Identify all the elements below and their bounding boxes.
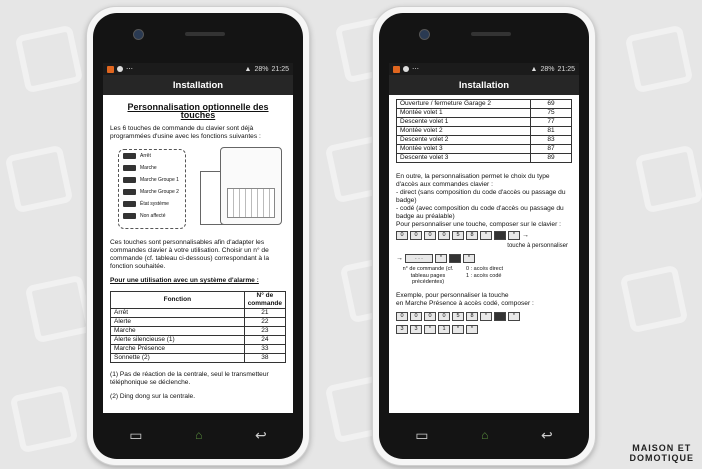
key: 8 xyxy=(466,231,478,240)
table-row xyxy=(397,154,572,163)
legend-item: Arrêt xyxy=(140,153,151,159)
key-label: touche à personnaliser xyxy=(507,243,568,249)
key xyxy=(494,231,506,240)
key: * xyxy=(424,325,436,334)
legend-item: Marche xyxy=(140,165,157,171)
key: * xyxy=(466,325,478,334)
table-row xyxy=(397,118,572,127)
table-row xyxy=(111,354,286,363)
brand-line-2: DOMOTIQUE xyxy=(629,453,694,463)
battery-percent: 28% xyxy=(540,65,555,73)
table-row xyxy=(111,336,286,345)
key: 0 xyxy=(438,312,450,321)
recent-apps-icon[interactable]: ▭ xyxy=(129,426,143,443)
more-icon: ⋯ xyxy=(126,66,133,73)
key-sequence-2 xyxy=(396,254,572,263)
table-row xyxy=(111,318,286,327)
key: 0 xyxy=(424,231,436,240)
table-cell: 38 xyxy=(244,354,285,363)
table-cell: Descente volet 2 xyxy=(397,136,531,145)
table-cell: Montée volet 2 xyxy=(397,127,531,136)
command-number-label: n° de commande (cf. tableau pages précédentes) xyxy=(402,266,454,285)
signal-icon: ▲ xyxy=(530,65,538,73)
app-title: Installation xyxy=(103,75,293,95)
command-table xyxy=(110,291,286,363)
speaker xyxy=(471,32,511,36)
key: * xyxy=(435,254,447,263)
back-icon[interactable]: ↩ xyxy=(254,426,267,443)
arrow-icon: → xyxy=(522,231,529,239)
recent-apps-icon[interactable]: ▭ xyxy=(415,426,429,443)
nav-bar xyxy=(103,415,293,455)
key xyxy=(494,312,506,321)
example-text-1: Exemple, pour personnaliser la touche xyxy=(396,291,509,299)
key: 0 xyxy=(424,312,436,321)
table-cell: Alerte xyxy=(111,318,245,327)
key: * xyxy=(452,325,464,334)
arrow-icon: → xyxy=(396,254,403,262)
access-coded: - codé (avec composition du code d'accès ou passage du badge au préalable) xyxy=(396,205,564,220)
app-title: Installation xyxy=(389,75,579,95)
table-cell: 33 xyxy=(244,345,285,354)
key: 0 xyxy=(410,231,422,240)
alarm-subheading: Pour une utilisation avec un système d'alarme : xyxy=(110,277,259,284)
footnote-2: (2) Ding dong sur la centrale. xyxy=(110,393,196,400)
table-cell: Ouverture / fermeture Garage 2 xyxy=(397,100,531,109)
table-row xyxy=(397,145,572,154)
key: . . . xyxy=(405,254,433,263)
access-coded-label: 1 : accès codé xyxy=(466,272,502,279)
keypad-diagram xyxy=(110,147,286,233)
section-heading: Personnalisation optionnelle des touches xyxy=(127,102,269,120)
table-cell: 77 xyxy=(531,118,572,127)
home-icon[interactable]: ⌂ xyxy=(195,428,203,442)
home-icon[interactable]: ⌂ xyxy=(481,428,489,442)
nav-bar xyxy=(389,415,579,455)
signal-icon: ▲ xyxy=(244,65,252,73)
key-sequence-3 xyxy=(396,312,572,321)
table-row xyxy=(111,345,286,354)
key: * xyxy=(508,312,520,321)
key: * xyxy=(508,231,520,240)
intro-text: Les 6 touches de commande du clavier sont déjà programmées d'usine avec les fonctions suivantes : xyxy=(110,125,261,140)
table-cell: 21 xyxy=(244,309,285,318)
table-cell: Montée volet 3 xyxy=(397,145,531,154)
footnote-1: (1) Pas de réaction de la centrale, seul le transmetteur téléphonique se déclenche. xyxy=(110,371,269,386)
table-cell: Marche xyxy=(111,327,245,336)
table-cell: Montée volet 1 xyxy=(397,109,531,118)
key-legend xyxy=(118,149,186,229)
table-row xyxy=(397,100,572,109)
table-cell: Descente volet 3 xyxy=(397,154,531,163)
legend-item: Marche Groupe 2 xyxy=(140,189,179,195)
camera-icon xyxy=(133,29,144,40)
instructions: Pour personnaliser une touche, composer sur le clavier : xyxy=(396,221,561,228)
legend-item: Non affecté xyxy=(140,213,166,219)
table-cell: Sonnette (2) xyxy=(111,354,245,363)
table-cell: Descente volet 1 xyxy=(397,118,531,127)
key: 0 xyxy=(438,231,450,240)
key xyxy=(449,254,461,263)
command-table xyxy=(396,99,572,163)
right-phone xyxy=(372,6,596,466)
more-icon: ⋯ xyxy=(412,66,419,73)
table-header: N° de commande xyxy=(244,292,285,309)
table-cell: 22 xyxy=(244,318,285,327)
battery-percent: 28% xyxy=(254,65,269,73)
table-row xyxy=(397,136,572,145)
table-cell: 83 xyxy=(531,136,572,145)
keypad-illustration xyxy=(220,147,282,225)
key: 3 xyxy=(410,325,422,334)
app-notification-icon xyxy=(393,66,400,73)
app-notification-icon xyxy=(107,66,114,73)
legend-item: État système xyxy=(140,201,169,207)
key: * xyxy=(463,254,475,263)
example-text-2: en Marche Présence à accès codé, composer : xyxy=(396,299,534,307)
status-bar xyxy=(389,63,579,75)
status-time: 21:25 xyxy=(557,65,575,73)
key: * xyxy=(480,231,492,240)
home-notification-icon xyxy=(403,66,409,72)
right-screen xyxy=(389,63,579,413)
access-direct: - direct (sans composition du code d'accès ou passage du badge) xyxy=(396,189,566,204)
brand-logo xyxy=(630,443,695,463)
brand-line-1: MAISON ET xyxy=(632,443,692,453)
access-direct-label: 0 : accès direct xyxy=(466,266,503,272)
key: 0 xyxy=(396,231,408,240)
key: 5 xyxy=(452,312,464,321)
table-cell: 89 xyxy=(531,154,572,163)
table-cell: Arrêt xyxy=(111,309,245,318)
customization-text: Ces touches sont personnalisables afin d'adapter les commandes clavier à votre utilisation. Choisir un n° de commande (cf. tableau ci-dessous) correspondant à la fonction souhaitée. xyxy=(110,239,270,270)
key: 5 xyxy=(452,231,464,240)
camera-icon xyxy=(419,29,430,40)
key: 3 xyxy=(396,325,408,334)
table-cell: 87 xyxy=(531,145,572,154)
key: 0 xyxy=(410,312,422,321)
back-icon[interactable]: ↩ xyxy=(540,426,553,443)
left-screen xyxy=(103,63,293,413)
table-cell: Marche Présence xyxy=(111,345,245,354)
key: 0 xyxy=(396,312,408,321)
key: * xyxy=(480,312,492,321)
table-row xyxy=(397,109,572,118)
key-sequence-1 xyxy=(396,231,572,240)
table-row xyxy=(111,327,286,336)
table-cell: 81 xyxy=(531,127,572,136)
left-phone xyxy=(86,6,310,466)
table-cell: Alerte silencieuse (1) xyxy=(111,336,245,345)
table-row xyxy=(111,309,286,318)
speaker xyxy=(185,32,225,36)
table-header: Fonction xyxy=(111,292,245,309)
table-row xyxy=(397,127,572,136)
access-intro: En outre, la personnalisation permet le choix du type d'accès aux commandes clavier : xyxy=(396,173,550,188)
table-cell: 23 xyxy=(244,327,285,336)
key-sequence-4 xyxy=(396,325,572,334)
table-cell: 69 xyxy=(531,100,572,109)
key: 8 xyxy=(466,312,478,321)
key: 1 xyxy=(438,325,450,334)
status-time: 21:25 xyxy=(271,65,289,73)
legend-item: Marche Groupe 1 xyxy=(140,177,179,183)
status-bar xyxy=(103,63,293,75)
home-notification-icon xyxy=(117,66,123,72)
table-cell: 24 xyxy=(244,336,285,345)
table-cell: 75 xyxy=(531,109,572,118)
